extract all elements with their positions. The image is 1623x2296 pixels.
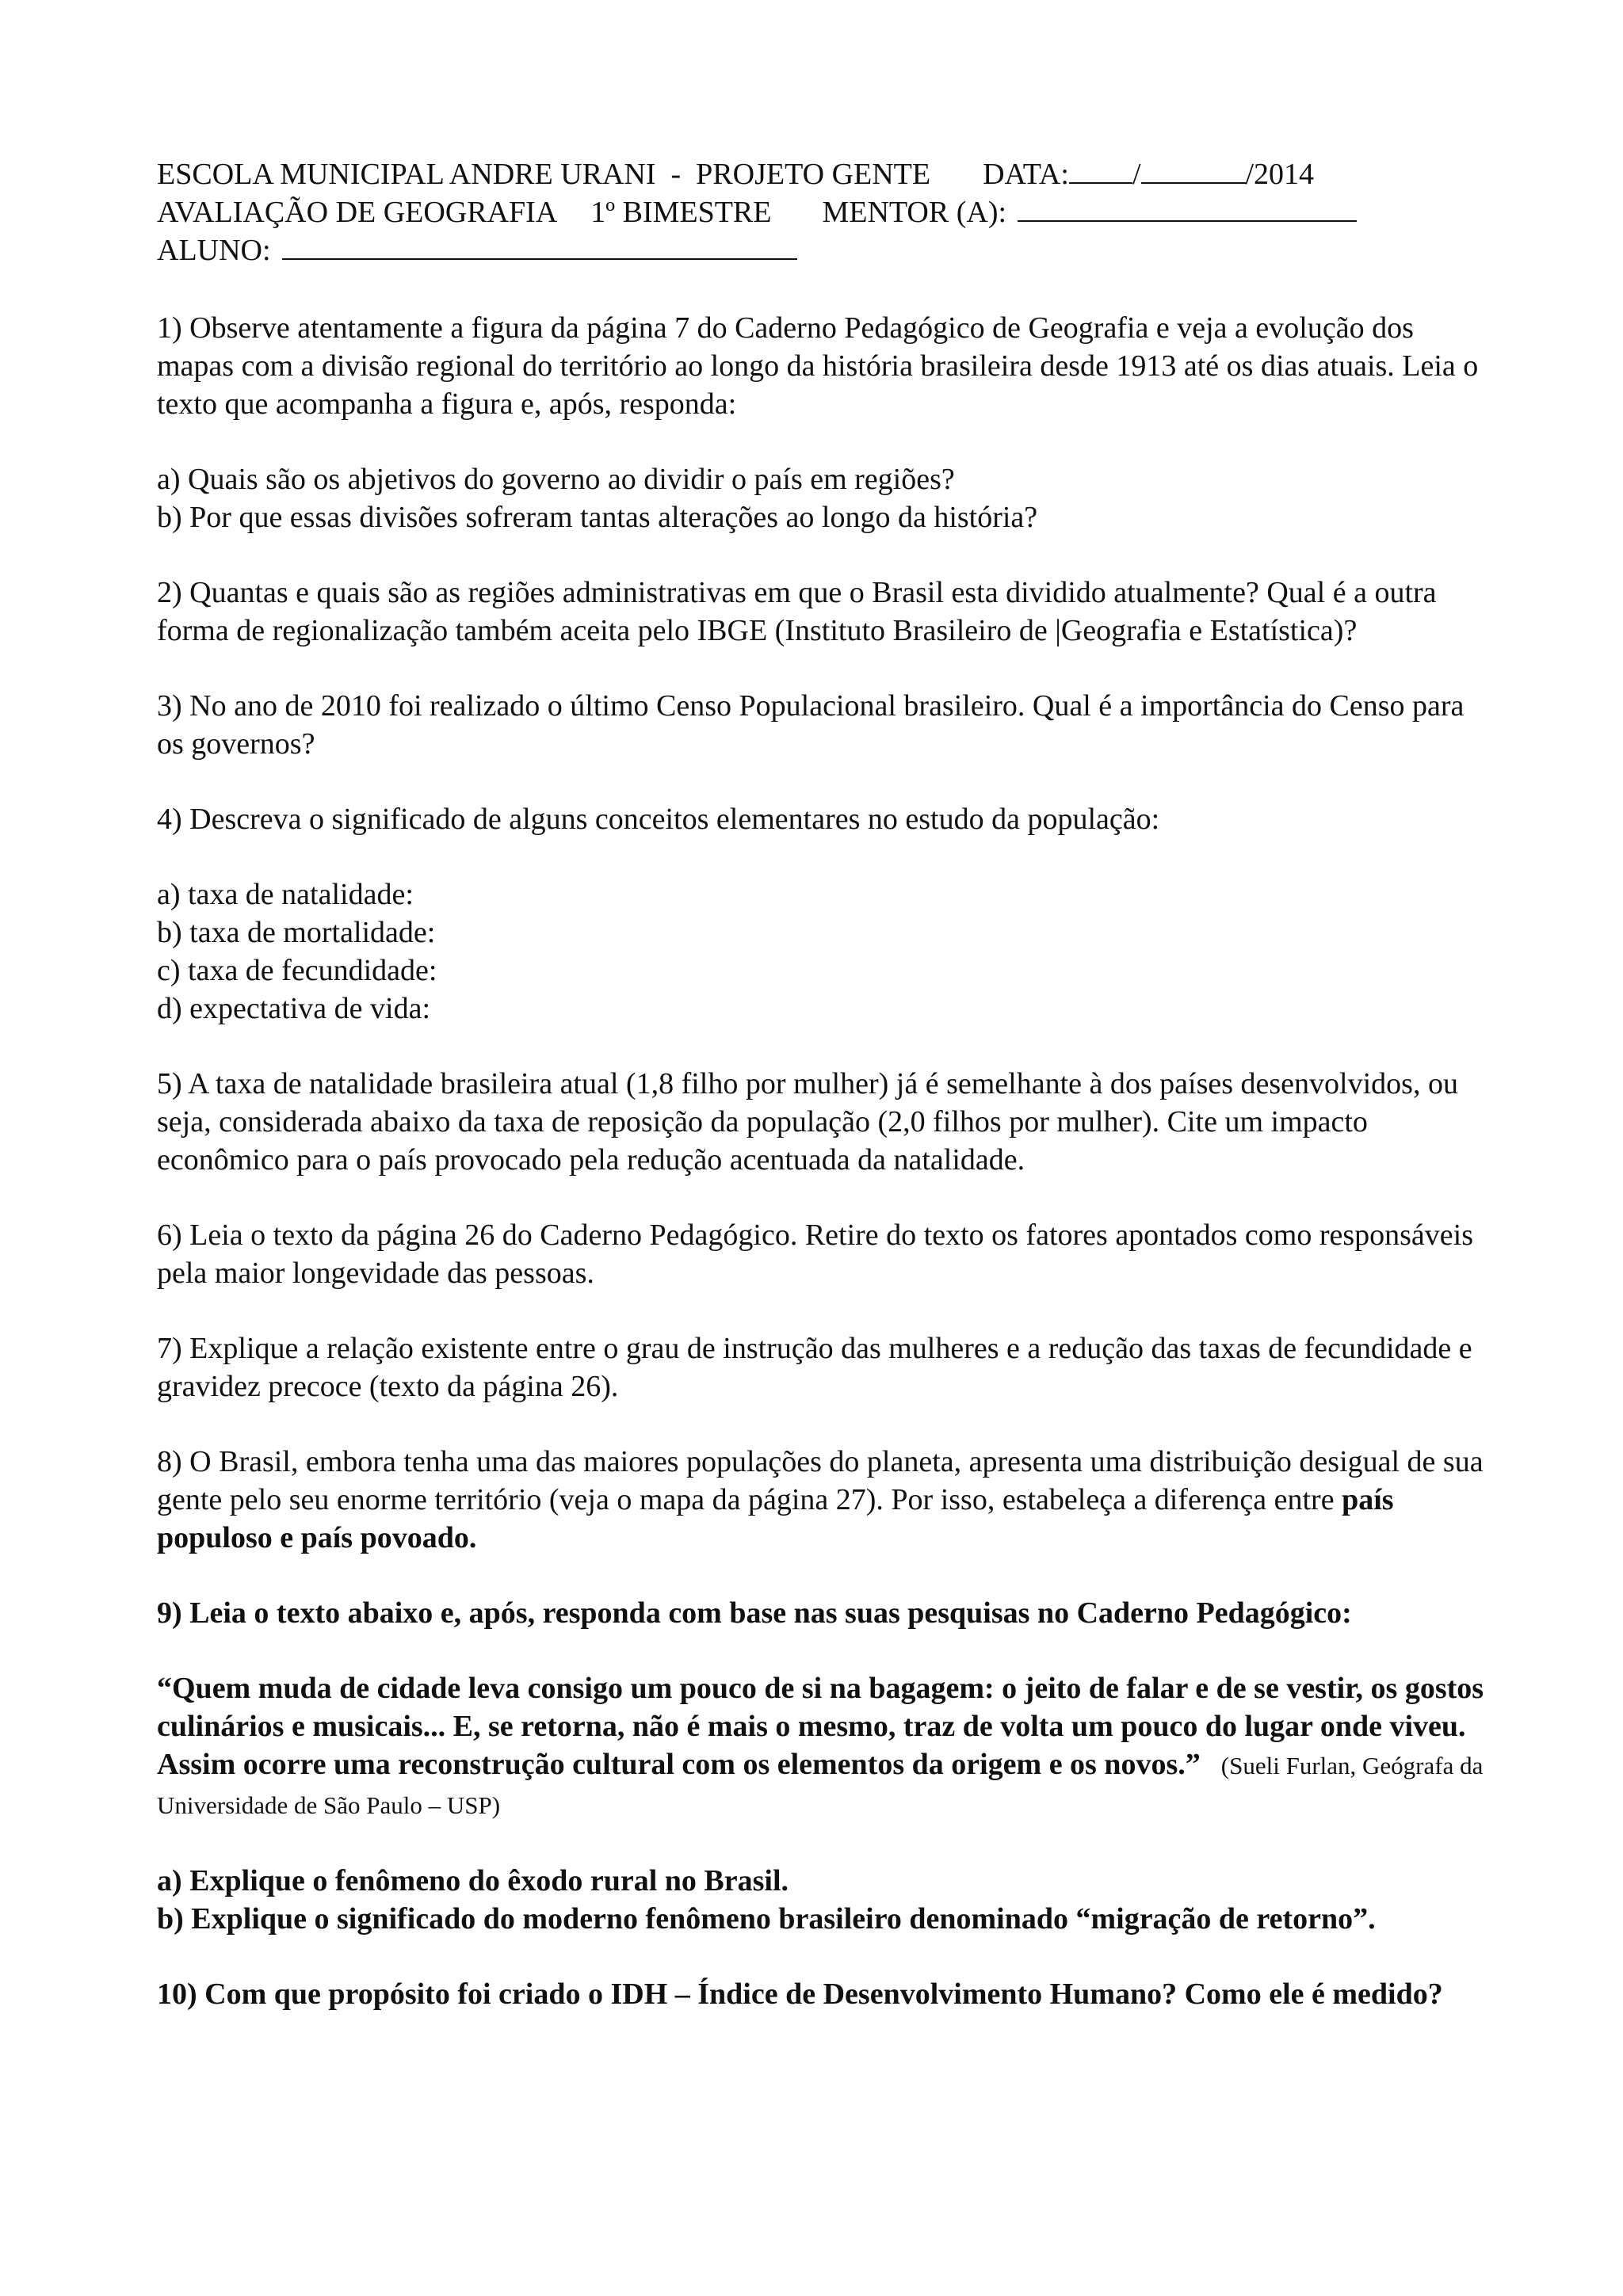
bimester: 1º BIMESTRE — [590, 196, 772, 229]
question-3: 3) No ano de 2010 foi realizado o último Censo Populacional brasileiro. Qual é a importância do Censo para os governos? — [157, 689, 1465, 761]
question-4a: a) taxa de natalidade: — [157, 878, 414, 911]
date-label: DATA: — [983, 158, 1069, 191]
question-4: 4) Descreva o significado de alguns conceitos elementares no estudo da população: — [157, 803, 1160, 836]
question-9: 9) Leia o texto abaixo e, após, responda com base nas suas pesquisas no Caderno Pedagógico: — [157, 1596, 1352, 1630]
question-4d: d) expectativa de vida: — [157, 992, 431, 1025]
date-year: /2014 — [1245, 158, 1315, 191]
question-8-bold: país populoso e país povoado. — [157, 1483, 1394, 1554]
mentor-blank — [1018, 193, 1357, 222]
date-month-blank — [1141, 155, 1246, 184]
header-line-3 — [157, 231, 1488, 269]
question-8-text: 8) O Brasil, embora tenha uma das maiores populações do planeta, apresenta uma distribuição desigual de sua gente pelo seu enorme território (veja o mapa da página 27). Por isso, estabeleça a diferença entre — [157, 1445, 1484, 1516]
question-8 — [157, 1443, 1488, 1557]
date-day-blank — [1069, 155, 1132, 184]
question-4c: c) taxa de fecundidade: — [157, 954, 437, 987]
question-5: 5) A taxa de natalidade brasileira atual (1,8 filho por mulher) já é semelhante à dos países desenvolvidos, ou seja, considerada abaixo da taxa de reposição da população (2,0 filhos por mulher). Cite um impacto econômico para o país provocado pela redução acentuada da natalidade. — [157, 1067, 1458, 1177]
evaluation-title: AVALIAÇÃO DE GEOGRAFIA — [157, 196, 558, 229]
question-1a: a) Quais são os abjetivos do governo ao dividir o país em regiões? — [157, 463, 955, 496]
header-line-1 — [157, 155, 1488, 193]
mentor-label: MENTOR (A): — [822, 196, 1007, 229]
question-7: 7) Explique a relação existente entre o grau de instrução das mulheres e a redução das taxas de fecundidade e gravidez precoce (texto da página 26). — [157, 1332, 1472, 1403]
question-6: 6) Leia o texto da página 26 do Caderno Pedagógico. Retire do texto os fatores apontados como responsáveis pela maior longevidade das pessoas. — [157, 1219, 1473, 1290]
question-10: 10) Com que propósito foi criado o IDH – Índice de Desenvolvimento Humano? Como ele é medido? — [157, 1978, 1443, 2011]
question-1b: b) Por que essas divisões sofreram tantas alterações ao longo da história? — [157, 501, 1038, 534]
question-9-quote-block — [157, 1669, 1488, 1825]
school-name: ESCOLA MUNICIPAL ANDRE URANI - PROJETO GENTE — [157, 158, 931, 191]
document-page — [157, 155, 1488, 2013]
question-1: 1) Observe atentamente a figura da página 7 do Caderno Pedagógico de Geografia e veja a evolução dos mapas com a divisão regional do território ao longo da história brasileira desde 1913 até os dias atuais. Leia o texto que acompanha a figura e, após, responda: — [157, 311, 1479, 421]
question-9-quote: “Quem muda de cidade leva consigo um pouco de si na bagagem: o jeito de falar e de se vestir, os gostos culinários e musicais... E, se retorna, não é mais o mesmo, traz de volta um pouco do lugar onde viveu. Assim ocorre uma reconstrução cultural com os elementos da origem e os novos.” — [157, 1672, 1484, 1781]
question-9-source: (Sueli Furlan, Geógrafa da Universidade de São Paulo – USP) — [157, 1752, 1484, 1819]
student-blank — [282, 231, 797, 260]
question-2: 2) Quantas e quais são as regiões administrativas em que o Brasil esta dividido atualmente? Qual é a outra forma de regionalização também aceita pelo IBGE (Instituto Brasileiro de |Geografia e Estatística)? — [157, 576, 1437, 647]
question-9a: a) Explique o fenômeno do êxodo rural no Brasil. — [157, 1864, 789, 1897]
student-label: ALUNO: — [157, 234, 271, 267]
date-separator: / — [1132, 158, 1141, 191]
header-line-2 — [157, 193, 1488, 231]
question-9b: b) Explique o significado do moderno fenômeno brasileiro denominado “migração de retorno”. — [157, 1902, 1376, 1936]
question-4b: b) taxa de mortalidade: — [157, 916, 436, 949]
